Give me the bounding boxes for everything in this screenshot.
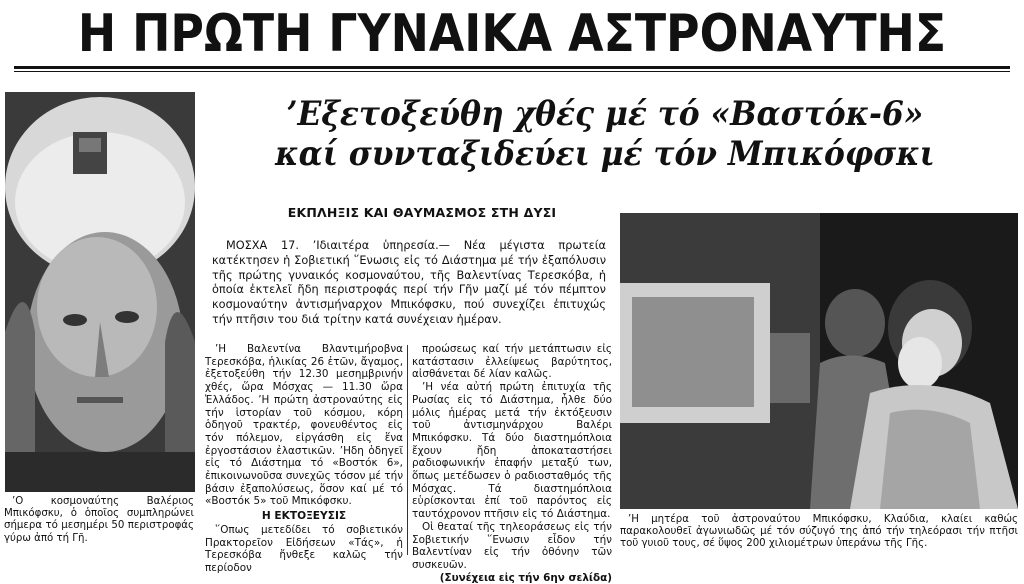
column1-paragraph-1: ’Η Βαλεντίνα Βλαντιμήροβνα Τερεσκόβα, ἡλικίας 26 ἐτῶν, ἄγαμος, ἐξετοξεύθη τήν 12.30 μεσημβρινήν χθές, ὥρα Μόσχας — 11.30 ὥρα Ἑλλάδος. ’Η πρώτη ἀστροναύτης εἰς τήν ἱστορίαν τοῦ κόσμου, κόρη ὁδηγοῦ τρακτέρ, φονευθέντος εἰς τόν πόλεμον, εἰργάσθη εἰς ἕνα ἐργοστάσιον ἐλαστικῶν. ’Ηδη ὁδηγεῖ εἰς τό Διάστημα τό «Βοστόκ 6», ἐπικοινωνοῦσα συνεχῶς τόσον μέ τήν βάσιν ἐξαπολύσεως, ὅσον καί μέ τό «Βοστόκ 5» τοῦ Μπικόφσκυ. <box>205 343 403 508</box>
lead-paragraph: ΜΟΣΧΑ 17. ’Ιδιαιτέρα ὑπηρεσία.— Νέα μέγιστα πρωτεία κατέκτησεν ἡ Σοβιετική ῞Ενωσις εἰς τό Διάστημα μέ τήν ἐξαπόλυσιν τῆς πρώτης γυναικός κοσμοναύτου, τῆς Βαλεντίνας Τερεσκόβα, ἡ ὁποία ἐκτελεῖ ἤδη περιστροφάς περί τήν Γῆν μαζί μέ τόν πέμπτον κοσμοναύτην ἀντισμήναρχον Μπικόφσκυ, πού συνεχίζει ἐπιτυχώς τήν πτῆσιν του διά τρίτην κατά συνέχειαν ἡμέραν. <box>212 239 606 326</box>
column1-subtitle: Η ΕΚΤΟΞΕΥΣΙΣ <box>261 510 347 523</box>
continued-note: (Συνέχεια εἰς τήν 6ην σελίδα) <box>439 571 612 584</box>
column2-paragraph-2: ’Η νέα αὐτή πρώτη ἐπιτυχία τῆς Ρωσίας εἰς τό Διάστημα, ἦλθε δύο μόλις ἡμέρας μετά τήν ἐκτόξευσιν τοῦ ἀντισμηνάρχου Βαλέρι Μπικόφσκυ. Τά δύο διαστημόπλοια ἔχουν ἤδη ἀποκαταστήσει ραδιοφωνικήν ἐπαφήν μεταξύ των, ὅπως μετέδωσεν ὁ ραδιοσταθμός τῆς Μόσχας. Τά διαστημόπλοια εὑρίσκονται ἐπί τοῦ παρόντος εἰς ταυτόχρονον πτῆσιν εἰς τό Διάστημα. <box>412 381 612 521</box>
column-divider <box>407 345 408 555</box>
headline: Η ΠΡΩΤΗ ΓΥΝΑΙΚΑ ΑΣΤΡΟΝΑΥΤΗΣ <box>77 4 947 64</box>
kicker: ΕΚΠΛΗΞΙΣ ΚΑΙ ΘΑΥΜΑΣΜΟΣ ΣΤΗ ΔΥΣΙ <box>287 205 557 220</box>
column2-paragraph-3: Οἱ θεαταί τῆς τηλεοράσεως εἰς τήν Σοβιετικήν ῞Ενωσιν εἶδον τήν Βαλεντίναν εἰς τήν ὀθόνην τῶν συσκευῶν. <box>412 520 612 571</box>
caption-right: ’Η μητέρα τοῦ ἀστροναύτου Μπικόφσκυ, Κλαύδια, κλαίει καθώς παρακολουθεῖ ἀγωνιωδῶς μέ τόν σύζυγό της ἀπό τήν τηλεόρασι τήν πτῆσι τοῦ γυιοῦ τους, σέ ὕψος 200 χιλιομέτρων ὑπεράνω τῆς Γῆς. <box>620 514 1018 550</box>
headline-rule-top <box>14 66 1010 69</box>
astronaut-photo <box>5 92 195 492</box>
caption-left: ’Ο κοσμοναύτης Βαλέριος Μπικόφσκυ, ὁ ὁποῖος συμπληρώνει σήμερα τό μεσημέρι 50 περιστροφάς γύρω ἀπό τή Γῆ. <box>4 496 194 544</box>
column2-paragraph-1: προώσεως καί τήν μετάπτωσιν εἰς κατάστασιν ἐλλείψεως βαρύτητος, αἰσθάνεται δέ λίαν καλῶς. <box>412 343 612 381</box>
mother-watching-tv-photo <box>620 213 1018 509</box>
article-column-2 <box>412 343 612 584</box>
subheadline-line-2: καί συνταξιδεύει μέ τόν Μπικόφσκι <box>275 134 935 174</box>
subheadline-line-1: ’Εξετοξεύθη χθές μέ τό «Βαστόκ-6» <box>286 94 924 134</box>
article-column-1 <box>205 343 403 575</box>
headline-rule-bottom <box>14 71 1010 72</box>
column1-paragraph-2: ῞Οπως μετεδίδει τό σοβιετικόν Πρακτορεῖον Εἰδήσεων «Τάς», ἡ Τερεσκόβα ἤνθεξε καλῶς τήν περίοδον <box>205 523 403 574</box>
subheadline <box>200 94 935 174</box>
